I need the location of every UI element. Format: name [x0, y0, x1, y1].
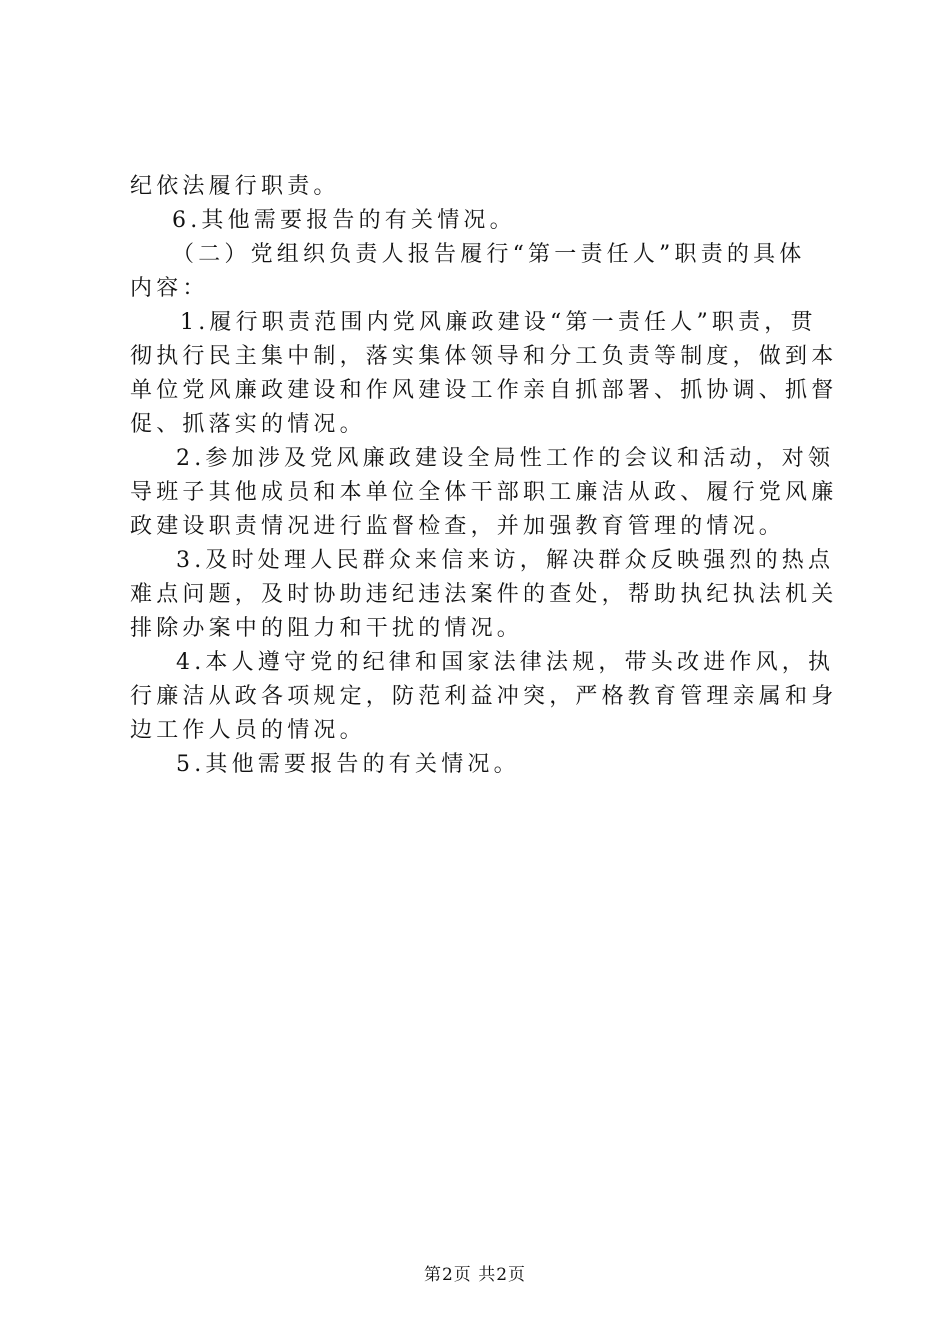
- paragraph-line: 1.履行职责范围内党风廉政建设“第一责任人”职责，贯: [180, 310, 817, 335]
- paragraph-line: 行廉洁从政各项规定，防范利益冲突，严格教育管理亲属和身: [130, 684, 838, 709]
- paragraph-line: 导班子其他成员和本单位全体干部职工廉洁从政、履行党风廉: [130, 480, 838, 505]
- paragraph-line: 彻执行民主集中制，落实集体领导和分工负责等制度，做到本: [130, 344, 838, 369]
- paragraph-line: 3.及时处理人民群众来信来访，解决群众反映强烈的热点: [176, 548, 835, 573]
- document-body: [130, 170, 838, 782]
- paragraph-line: 边工作人员的情况。: [130, 718, 366, 743]
- paragraph-line: 单位党风廉政建设和作风建设工作亲自抓部署、抓协调、抓督: [130, 378, 838, 403]
- paragraph-line: 排除办案中的阻力和干扰的情况。: [130, 616, 524, 641]
- paragraph-line: 4.本人遵守党的纪律和国家法律法规，带头改进作风，执: [176, 650, 835, 675]
- paragraph-line: 难点问题，及时协助违纪违法案件的查处，帮助执纪执法机关: [130, 582, 838, 607]
- paragraph-line: 2.参加涉及党风廉政建设全局性工作的会议和活动，对领: [176, 446, 835, 471]
- page-number-footer: 第2页 共2页: [423, 1265, 527, 1285]
- paragraph-line: 纪依法履行职责。: [130, 174, 340, 199]
- section-heading-line: （二）党组织负责人报告履行“第一责任人”职责的具体: [172, 242, 806, 267]
- paragraph-line: 6.其他需要报告的有关情况。: [172, 208, 516, 233]
- section-heading-line: 内容：: [130, 276, 209, 301]
- paragraph-line: 促、抓落实的情况。: [130, 412, 366, 437]
- paragraph-line: 5.其他需要报告的有关情况。: [176, 752, 520, 777]
- paragraph-line: 政建设职责情况进行监督检查，并加强教育管理的情况。: [130, 514, 786, 539]
